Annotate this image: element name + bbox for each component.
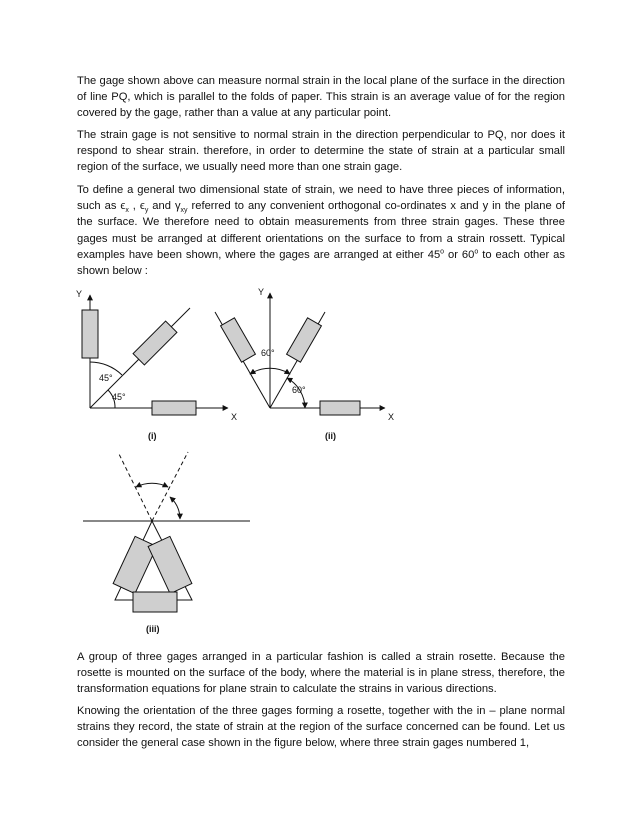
rosette-60-diagram xyxy=(215,293,385,415)
fig2-y-label: Y xyxy=(258,287,265,297)
fig3-bottom-gage xyxy=(133,592,177,612)
paragraph-gage-measurement: The gage shown above can measure normal strain in the local plane of the surface in the direction of line PQ, which is parallel to the folds of paper. This strain is an average value of for the region covered by the gage, rather than a value at any particular point. xyxy=(77,75,565,120)
fig3-right-gage xyxy=(148,536,192,593)
paragraph-strain-rosette-definition: A group of three gages arranged in a particular fashion is called a strain rosette. Because the rosette is mounted on the surface of the body, where the material is in plane stress, therefore, the transformation equations for plane strain to calculate the strains in various directions. xyxy=(77,651,565,696)
fig1-upper-angle-label: 45° xyxy=(99,373,113,383)
degree-superscript-60: o xyxy=(474,248,479,256)
fig1-caption: (i) xyxy=(148,431,157,441)
fig1-diagonal-gage xyxy=(133,321,177,365)
fig3-side-angle-arc xyxy=(170,497,180,519)
fig1-horizontal-gage xyxy=(152,401,196,415)
fig2-left-gage xyxy=(221,318,256,362)
gamma-xy-symbol: γ xyxy=(174,200,181,213)
fig2-caption: (ii) xyxy=(325,431,336,441)
fig3-top-angle-arc xyxy=(136,483,168,487)
epsilon-y-symbol: ϵ xyxy=(139,200,145,213)
fig3-caption: (iii) xyxy=(146,624,160,634)
p3-text-b: referred to any convenient orthogonal co-ordinates x and y in the plane of the surface. We therefore need to obtain measurements from three strain gages. These three gages must be arranged at different orientations on the surface to from a strain rossett. Typical examples have been shown, where the gages are arranged at either 45 xyxy=(77,200,566,261)
subscript-x: x xyxy=(125,207,129,215)
subscript-xy: xy xyxy=(180,207,188,215)
paragraph-gage-sensitivity: The strain gage is not sensitive to normal strain in the direction perpendicular to PQ, nor does it respond to shear strain. therefore, in order to determine the state of strain at a particular small region of the surface, we usually need more than one strain gage. xyxy=(77,129,565,174)
fig2-lower-angle-label: 60° xyxy=(292,385,306,395)
epsilon-x-symbol: ϵ xyxy=(120,200,126,213)
fig3-right-dashed-line xyxy=(152,452,188,521)
p3-separator: , xyxy=(128,200,136,213)
p3-text-d: to each other as shown below : xyxy=(77,248,565,278)
fig2-horizontal-gage xyxy=(320,401,360,415)
degree-superscript-45: o xyxy=(440,248,445,256)
rosette-45-diagram xyxy=(82,295,228,415)
fig2-upper-angle-label: 60° xyxy=(261,348,275,358)
delta-rosette-diagram xyxy=(83,452,250,612)
paragraph-rosette-orientation: Knowing the orientation of the three gages forming a rosette, together with the in – plane normal strains they record, the state of strain at the region of the surface concerned can be found. Let us consider the general case shown in the figure below, where three strain gages numbered 1, xyxy=(77,705,565,750)
p3-text-c: or 60 xyxy=(444,248,475,261)
fig1-vertical-gage xyxy=(82,310,98,358)
subscript-y: y xyxy=(144,207,149,215)
fig2-right-gage xyxy=(287,318,322,362)
p3-and: and xyxy=(148,200,175,213)
fig1-x-label: X xyxy=(231,412,238,422)
p3-text-a: To define a general two dimensional state of strain, we need to have three pieces of information, such as xyxy=(77,184,565,213)
fig1-lower-angle-label: 45° xyxy=(112,392,126,402)
fig2-x-label: X xyxy=(388,412,395,422)
fig1-y-label: Y xyxy=(76,289,83,299)
fig3-left-dashed-line xyxy=(118,452,152,521)
